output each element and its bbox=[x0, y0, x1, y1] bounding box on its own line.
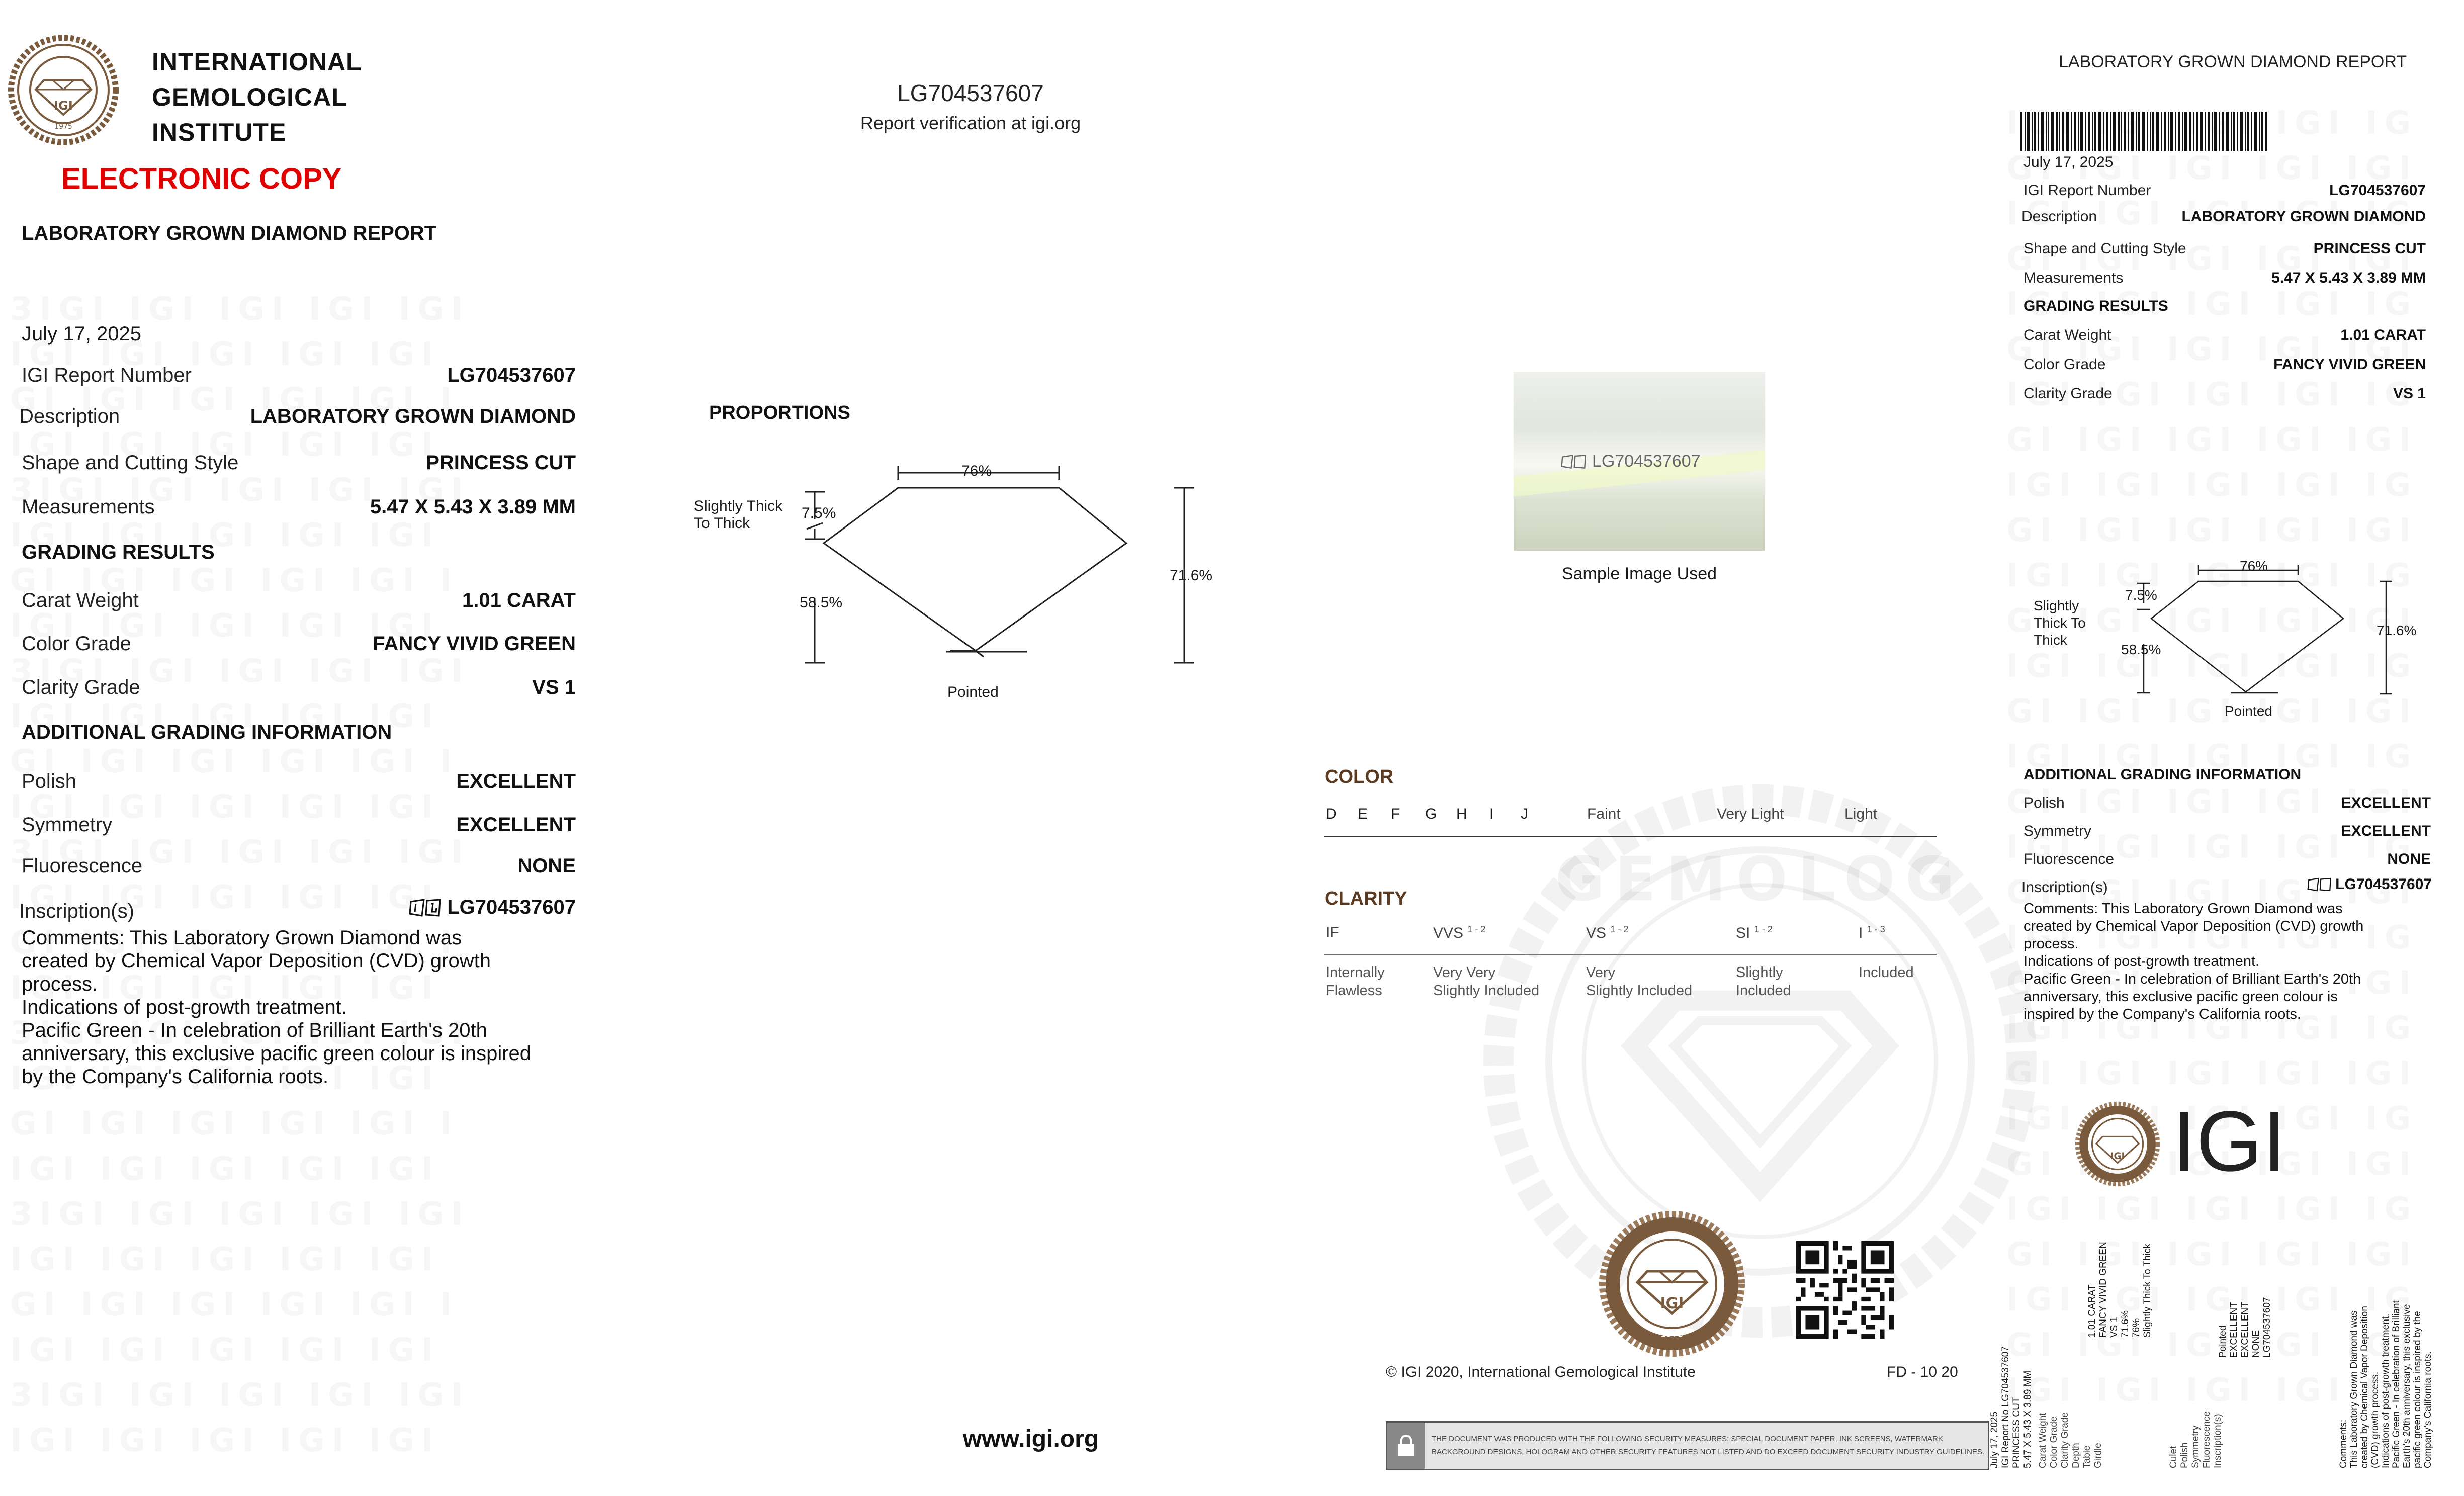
right-grading-row bbox=[2023, 385, 2426, 402]
proportions-pavilion-value: 58.5% bbox=[800, 594, 843, 611]
inscription-text: LG704537607 bbox=[447, 896, 576, 918]
clarity-grade-vs bbox=[1586, 924, 1628, 942]
comments-block bbox=[22, 926, 590, 1088]
stub-comment-line: (CVD) growth process. bbox=[2370, 1371, 2381, 1468]
grading-value: FANCY VIVID GREEN bbox=[373, 633, 576, 655]
comment-line: by the Company's California roots. bbox=[22, 1066, 329, 1088]
form-code: FD - 10 20 bbox=[1887, 1364, 1958, 1380]
stub-comment-line: This Laboratory Grown Diamond was bbox=[2349, 1310, 2359, 1468]
stub-comment-line: Comments: bbox=[2338, 1419, 2349, 1468]
background-seal-watermark bbox=[1483, 784, 2037, 1338]
comment-line: Indications of post-growth treatment. bbox=[22, 996, 347, 1018]
svg-text:1975: 1975 bbox=[54, 123, 72, 131]
clarity-code: SI bbox=[1736, 925, 1750, 941]
right-prop-pavilion: 58.5% bbox=[2121, 642, 2161, 657]
clarity-scale-heading: CLARITY bbox=[1325, 888, 1407, 909]
right-panel-title: LABORATORY GROWN DIAMOND REPORT bbox=[2058, 52, 2407, 71]
field-label: IGI Report Number bbox=[22, 364, 192, 386]
color-range-very-light: Very Light bbox=[1717, 806, 1784, 822]
right-report-date: July 17, 2025 bbox=[2023, 154, 2114, 170]
right-field-label: IGI Report Number bbox=[2023, 182, 2151, 199]
right-additional-value: EXCELLENT bbox=[2341, 795, 2431, 811]
report-title: LABORATORY GROWN DIAMOND REPORT bbox=[22, 222, 437, 244]
field-row bbox=[22, 364, 576, 387]
right-comment-line: created by Chemical Vapor Deposition (CVD) growth bbox=[2023, 918, 2364, 934]
right-prop-girdle bbox=[2034, 597, 2086, 649]
right-field-label: Description bbox=[2021, 208, 2097, 225]
additional-value: EXCELLENT bbox=[456, 770, 576, 793]
proportions-heading: PROPORTIONS bbox=[709, 402, 850, 423]
right-additional-label: Inscription(s) bbox=[2021, 879, 2108, 896]
comment-line: anniversary, this exclusive pacific green colour is inspired bbox=[22, 1042, 532, 1065]
color-grade-I: I bbox=[1489, 806, 1494, 822]
stub-label: Culet bbox=[2168, 1446, 2179, 1468]
igi-inscription-icon bbox=[409, 898, 442, 918]
comment-line: Pacific Green - In celebration of Brilliant Earth's 20th bbox=[22, 1019, 487, 1041]
comment-line: process. bbox=[22, 973, 98, 995]
verification-text: Report verification at igi.org bbox=[860, 113, 1081, 133]
clarity-sup: 1 - 2 bbox=[1754, 924, 1773, 934]
field-label: Shape and Cutting Style bbox=[22, 452, 239, 474]
right-grading-label: Clarity Grade bbox=[2023, 385, 2113, 402]
field-value: LABORATORY GROWN DIAMOND bbox=[250, 405, 576, 427]
additional-info-heading: ADDITIONAL GRADING INFORMATION bbox=[22, 721, 392, 743]
right-comment-line: process. bbox=[2023, 936, 2079, 952]
barcode bbox=[2020, 112, 2267, 151]
clarity-desc-line: Slightly Included bbox=[1586, 983, 1693, 999]
proportions-girdle-label bbox=[694, 498, 782, 532]
color-scale-line bbox=[1324, 836, 1937, 837]
additional-value: EXCELLENT bbox=[456, 814, 576, 836]
stub-label: Clarity Grade bbox=[2060, 1412, 2070, 1468]
additional-label: Fluorescence bbox=[22, 855, 143, 877]
right-field-row bbox=[2021, 208, 2426, 225]
right-grading-label: Color Grade bbox=[2023, 356, 2106, 373]
field-row bbox=[22, 452, 576, 474]
stub-comment-line: created by Chemical Vapor Deposition bbox=[2359, 1306, 2370, 1468]
right-additional-row bbox=[2023, 795, 2431, 812]
stub-value: EXCELLENT bbox=[2229, 1302, 2239, 1358]
right-field-value: 5.47 X 5.43 X 3.89 MM bbox=[2271, 270, 2426, 286]
clarity-code: IF bbox=[1326, 924, 1339, 941]
right-comment-line: Comments: This Laboratory Grown Diamond was bbox=[2023, 901, 2343, 917]
stub-value: 71.6% bbox=[2120, 1310, 2131, 1338]
right-field-row bbox=[2023, 182, 2426, 199]
stub-label: Girdle bbox=[2093, 1443, 2103, 1468]
grading-label: Carat Weight bbox=[22, 589, 139, 611]
stub-label: Polish bbox=[2179, 1442, 2190, 1468]
grading-label: Color Grade bbox=[22, 633, 131, 655]
proportions-depth-value: 71.6% bbox=[1170, 567, 1213, 584]
sample-inscription-text: LG704537607 bbox=[1592, 452, 1701, 471]
right-prop-depth: 71.6% bbox=[2377, 623, 2417, 638]
right-field-value: LG704537607 bbox=[2329, 182, 2426, 199]
svg-text:GEMOLOG: GEMOLOG bbox=[1555, 845, 1965, 915]
clarity-desc-line: Very bbox=[1586, 964, 1616, 981]
additional-label: Inscription(s) bbox=[19, 900, 134, 922]
stub-line: July 17, 2025 bbox=[1989, 1411, 2000, 1468]
clarity-code: VVS bbox=[1433, 925, 1464, 941]
security-line: THE DOCUMENT WAS PRODUCED WITH THE FOLLOWING SECURITY MEASURES: SPECIAL DOCUMENT PAPER, INK SCREENS, WATERMARK bbox=[1432, 1435, 1943, 1443]
right-comment-line: Indications of post-growth treatment. bbox=[2023, 953, 2260, 970]
right-additional-row bbox=[2023, 851, 2431, 868]
clarity-sup: 1 - 3 bbox=[1867, 924, 1885, 934]
grading-row bbox=[22, 633, 576, 655]
clarity-desc-vvs bbox=[1433, 963, 1539, 1000]
igi-inscription-icon bbox=[1561, 454, 1587, 470]
right-field-value: LABORATORY GROWN DIAMOND bbox=[2181, 208, 2426, 225]
institute-name bbox=[152, 44, 362, 150]
right-additional-value: EXCELLENT bbox=[2341, 823, 2431, 839]
copyright-text: © IGI 2020, International Gemological Institute bbox=[1386, 1364, 1696, 1380]
proportions-culet-label: Pointed bbox=[947, 684, 999, 700]
grading-results-heading: GRADING RESULTS bbox=[22, 541, 215, 563]
stub-label: Carat Weight bbox=[2038, 1413, 2048, 1468]
right-comments-block bbox=[2023, 900, 2436, 1023]
right-grading-label: Carat Weight bbox=[2023, 327, 2111, 343]
stub-label: Symmetry bbox=[2190, 1425, 2201, 1468]
stub-label: Inscription(s) bbox=[2213, 1414, 2223, 1468]
right-grading-value: VS 1 bbox=[2393, 385, 2426, 402]
right-grading-row bbox=[2023, 327, 2426, 344]
right-grading-value: 1.01 CARAT bbox=[2340, 327, 2426, 343]
stub-value: VS 1 bbox=[2109, 1316, 2120, 1338]
stub-comment-line: Earth's 20th anniversary, this exclusive bbox=[2402, 1304, 2412, 1468]
right-additional-label: Polish bbox=[2023, 795, 2065, 811]
proportions-diagram bbox=[784, 463, 1207, 674]
stub-value: LG704537607 bbox=[2262, 1297, 2272, 1358]
clarity-desc-line: Internally bbox=[1326, 964, 1385, 981]
field-value: LG704537607 bbox=[447, 364, 576, 386]
igi-seal-logo bbox=[8, 34, 119, 146]
additional-row bbox=[22, 855, 576, 877]
sample-image bbox=[1514, 372, 1765, 551]
stub-value: EXCELLENT bbox=[2240, 1302, 2250, 1358]
report-number-header: LG704537607 bbox=[897, 80, 1044, 106]
stub-label: Color Grade bbox=[2049, 1416, 2059, 1468]
field-value: PRINCESS CUT bbox=[426, 452, 576, 474]
comment-line: Comments: This Laboratory Grown Diamond was bbox=[22, 927, 462, 949]
stub-label: Table bbox=[2082, 1445, 2092, 1468]
additional-row bbox=[22, 770, 576, 793]
stub-comment-line: pacific green colour is inspired by the bbox=[2412, 1311, 2423, 1468]
qr-code bbox=[1796, 1241, 1894, 1339]
sample-image-inscription bbox=[1561, 452, 1701, 471]
electronic-copy-label: ELECTRONIC COPY bbox=[61, 162, 342, 195]
clarity-desc-si bbox=[1736, 963, 1791, 1000]
clarity-grade-i bbox=[1859, 924, 1885, 942]
svg-text:IGI: IGI bbox=[2110, 1151, 2125, 1162]
right-igi-logo-text: IGI bbox=[2172, 1094, 2286, 1189]
additional-row bbox=[22, 814, 576, 836]
svg-text:IGI: IGI bbox=[1660, 1295, 1684, 1312]
stub-value: 76% bbox=[2131, 1318, 2142, 1338]
stub-value: 1.01 CARAT bbox=[2087, 1284, 2097, 1338]
grading-label: Clarity Grade bbox=[22, 676, 140, 698]
stub-label: Fluorescence bbox=[2202, 1411, 2212, 1468]
additional-label: Symmetry bbox=[22, 814, 112, 836]
grading-row bbox=[22, 589, 576, 612]
svg-text:1975: 1975 bbox=[1660, 1329, 1684, 1339]
color-grade-F: F bbox=[1391, 806, 1400, 822]
stub-value: NONE bbox=[2251, 1330, 2261, 1358]
stub-comments bbox=[2338, 1247, 2433, 1468]
color-range-light: Light bbox=[1844, 806, 1878, 822]
stub-col-1 bbox=[1989, 1297, 2034, 1468]
stub-comment-line: Company's California roots. bbox=[2423, 1351, 2433, 1468]
color-scale-heading: COLOR bbox=[1325, 766, 1394, 787]
right-inscription-text: LG704537607 bbox=[2335, 876, 2432, 893]
color-grade-J: J bbox=[1521, 806, 1528, 822]
right-inscription-value bbox=[2307, 876, 2432, 893]
clarity-grade-si bbox=[1736, 924, 1773, 942]
field-row bbox=[19, 405, 576, 428]
sample-image-caption: Sample Image Used bbox=[1561, 564, 1717, 583]
clarity-desc-line: Slightly bbox=[1736, 964, 1783, 981]
right-field-label: Measurements bbox=[2023, 270, 2124, 286]
igi-brown-seal bbox=[1599, 1211, 1745, 1357]
stub-comment-line: Pacific Green - In celebration of Brilliant bbox=[2391, 1300, 2402, 1468]
grading-row bbox=[22, 676, 576, 699]
stub-value: Pointed bbox=[2218, 1325, 2228, 1358]
stub-label: Depth bbox=[2071, 1443, 2081, 1468]
proportions-table-value: 76% bbox=[961, 463, 992, 479]
security-line: BACKGROUND DESIGNS, HOLOGRAM AND OTHER SECURITY FEATURES NOT LISTED AND DO EXCEED DOCUMENT SECURITY INDUSTRY GUIDELINES. bbox=[1432, 1448, 1985, 1456]
field-row bbox=[22, 496, 576, 518]
right-girdle-line: Slightly bbox=[2034, 598, 2079, 613]
clarity-scale-line bbox=[1324, 954, 1937, 955]
stub-value: FANCY VIVID GREEN bbox=[2098, 1242, 2108, 1338]
right-girdle-line: Thick bbox=[2034, 632, 2067, 648]
color-grade-G: G bbox=[1425, 806, 1437, 822]
additional-label: Polish bbox=[22, 770, 76, 793]
clarity-desc-line: Included bbox=[1859, 964, 1914, 981]
clarity-desc-vs bbox=[1586, 963, 1692, 1000]
right-additional-label: Symmetry bbox=[2023, 823, 2091, 839]
clarity-desc-line: Slightly Included bbox=[1433, 983, 1540, 999]
clarity-code: VS bbox=[1586, 925, 1607, 941]
clarity-sup: 1 - 2 bbox=[1610, 924, 1629, 934]
comment-line: created by Chemical Vapor Deposition (CVD) growth bbox=[22, 950, 491, 972]
stub-labels-2 bbox=[2168, 1297, 2224, 1468]
clarity-sup: 1 - 2 bbox=[1467, 924, 1486, 934]
stub-value: Slightly Thick To Thick bbox=[2142, 1244, 2153, 1338]
right-prop-culet: Pointed bbox=[2225, 703, 2272, 719]
stub-values-2 bbox=[2218, 1187, 2273, 1358]
right-additional-value: NONE bbox=[2387, 851, 2431, 867]
right-field-row bbox=[2023, 270, 2426, 287]
lock-icon bbox=[1387, 1423, 1425, 1469]
grading-value: VS 1 bbox=[532, 676, 576, 698]
svg-text:IGI: IGI bbox=[54, 99, 73, 113]
additional-value: NONE bbox=[517, 855, 576, 877]
right-additional-heading: ADDITIONAL GRADING INFORMATION bbox=[2023, 766, 2302, 783]
stub-line: 5.47 X 5.43 X 3.89 MM bbox=[2022, 1370, 2033, 1468]
right-field-value: PRINCESS CUT bbox=[2313, 240, 2426, 257]
clarity-grade-if bbox=[1326, 924, 1339, 941]
right-comment-line: anniversary, this exclusive pacific green colour is bbox=[2023, 989, 2338, 1005]
website-link[interactable]: www.igi.org bbox=[962, 1426, 1099, 1452]
stub-line: PRINCESS CUT bbox=[2011, 1397, 2022, 1468]
right-comment-line: Pacific Green - In celebration of Brilliant Earth's 20th bbox=[2023, 971, 2361, 987]
field-label: Measurements bbox=[22, 496, 155, 518]
right-field-row bbox=[2023, 240, 2426, 257]
color-grade-H: H bbox=[1456, 806, 1467, 822]
color-grade-D: D bbox=[1326, 806, 1337, 822]
security-strip bbox=[1386, 1421, 1989, 1470]
grading-value: 1.01 CARAT bbox=[462, 589, 576, 611]
stub-values bbox=[2087, 1167, 2153, 1338]
additional-row bbox=[19, 896, 576, 923]
field-label: Description bbox=[19, 405, 120, 427]
right-additional-row bbox=[2021, 876, 2432, 896]
right-additional-label: Fluorescence bbox=[2023, 851, 2115, 867]
right-grading-row bbox=[2023, 356, 2426, 373]
clarity-desc-if bbox=[1326, 963, 1385, 1000]
inscription-value bbox=[409, 896, 576, 919]
right-proportions-diagram bbox=[2132, 558, 2399, 709]
stub-line: IGI Report No LG704537607 bbox=[2000, 1346, 2011, 1468]
right-grading-heading: GRADING RESULTS bbox=[2023, 298, 2168, 314]
clarity-desc-line: Flawless bbox=[1326, 983, 1382, 999]
stub-comment-line: Indications of post-growth treatment. bbox=[2381, 1313, 2391, 1468]
institute-name-line-1: INTERNATIONAL bbox=[152, 48, 362, 76]
report-date: July 17, 2025 bbox=[22, 323, 141, 345]
girdle-line: Slightly Thick bbox=[694, 498, 783, 514]
clarity-desc-i bbox=[1859, 963, 1914, 982]
right-additional-row bbox=[2023, 823, 2431, 840]
field-value: 5.47 X 5.43 X 3.89 MM bbox=[370, 496, 576, 518]
proportions-crown-value: 7.5% bbox=[802, 505, 836, 521]
color-range-faint: Faint bbox=[1587, 806, 1621, 822]
institute-name-line-2: GEMOLOGICAL bbox=[152, 83, 347, 111]
right-prop-table: 76% bbox=[2240, 558, 2268, 574]
institute-name-line-3: INSTITUTE bbox=[152, 118, 287, 146]
clarity-code: I bbox=[1859, 925, 1863, 941]
color-grade-E: E bbox=[1358, 806, 1368, 822]
right-field-label: Shape and Cutting Style bbox=[2023, 240, 2186, 257]
clarity-desc-line: Included bbox=[1736, 983, 1791, 999]
right-prop-crown: 7.5% bbox=[2125, 587, 2157, 603]
right-girdle-line: Thick To bbox=[2034, 615, 2086, 631]
security-text bbox=[1432, 1433, 1984, 1459]
right-grading-value: FANCY VIVID GREEN bbox=[2273, 356, 2426, 373]
right-comment-line: inspired by the Company's California roots. bbox=[2023, 1006, 2301, 1022]
clarity-grade-vvs bbox=[1433, 924, 1485, 942]
igi-inscription-icon bbox=[2307, 877, 2332, 892]
clarity-desc-line: Very Very bbox=[1433, 964, 1496, 981]
girdle-line: To Thick bbox=[694, 515, 750, 532]
